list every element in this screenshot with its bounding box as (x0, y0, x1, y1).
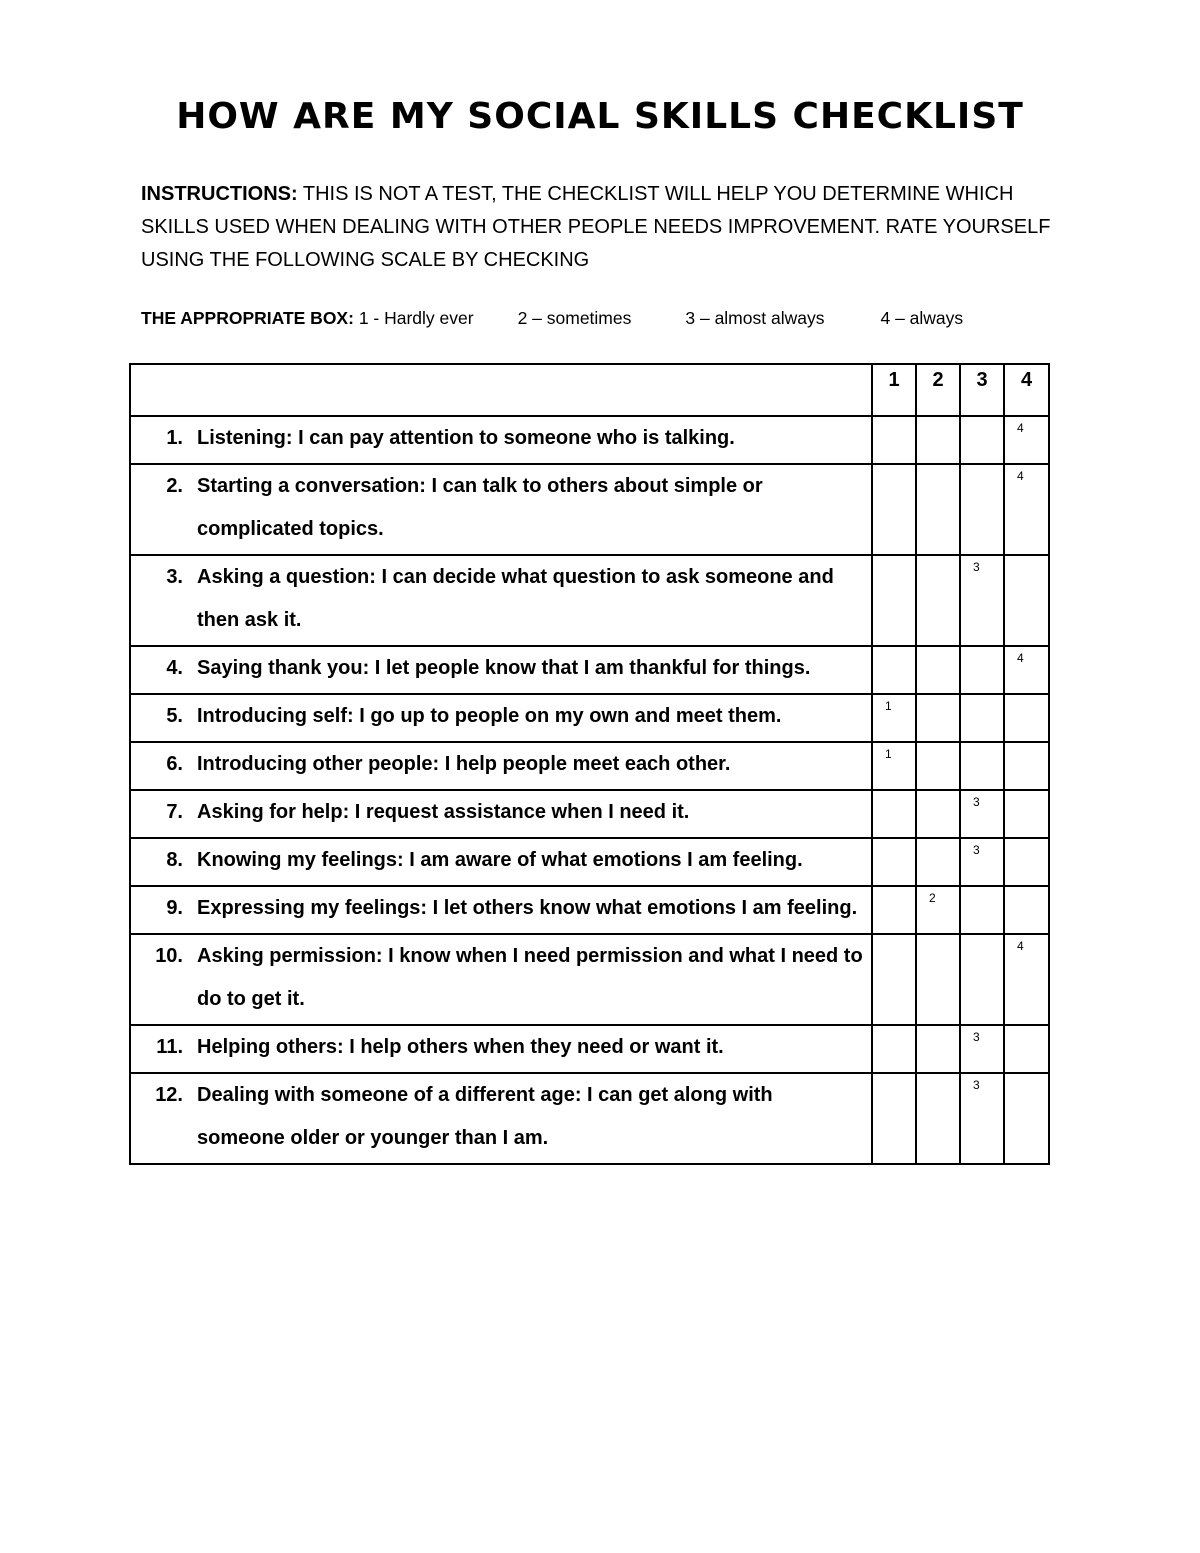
skill-cell (130, 886, 872, 934)
rating-box-2[interactable] (916, 694, 960, 742)
skill-name: Listening: (197, 427, 293, 449)
rating-box-2[interactable] (916, 1025, 960, 1073)
rating-box-4[interactable] (1004, 1025, 1049, 1073)
table-header-row (130, 364, 1049, 416)
skill-entry (131, 465, 871, 551)
item-number: 8. (166, 849, 183, 871)
rating-mark: 4 (1017, 421, 1024, 435)
skill-entry (131, 1026, 871, 1069)
rating-mark: 3 (973, 1030, 980, 1044)
rating-box-4[interactable] (1004, 1073, 1049, 1164)
rating-box-2[interactable] (916, 416, 960, 464)
item-number: 2. (166, 475, 183, 497)
header-rating-1: 1 (872, 364, 916, 416)
skill-description: I can pay attention to someone who is talking. (292, 427, 735, 449)
rating-box-3[interactable] (960, 886, 1004, 934)
rating-mark: 3 (973, 1078, 980, 1092)
rating-mark: 2 (929, 891, 936, 905)
rating-box-4[interactable] (1004, 934, 1049, 1025)
scale-option-3: 3 – almost always (685, 308, 825, 328)
rating-box-2[interactable] (916, 555, 960, 646)
skill-entry (131, 556, 871, 642)
rating-box-1[interactable] (872, 886, 916, 934)
rating-box-1[interactable] (872, 646, 916, 694)
skill-cell (130, 1025, 872, 1073)
skill-text (197, 935, 871, 1021)
rating-mark: 4 (1017, 469, 1024, 483)
instructions-text: THIS IS NOT A TEST, THE CHECKLIST WILL HELP YOU DETERMINE WHICH SKILLS USED WHEN DEALING WITH OTHER PEOPLE NEEDS IMPROVEMENT. RATE YOURSELF USING THE FOLLOWING SCALE BY CHECKING (141, 183, 1051, 271)
skill-text (197, 647, 871, 690)
table-row (130, 742, 1049, 790)
table-row (130, 694, 1049, 742)
rating-box-3[interactable] (960, 742, 1004, 790)
item-number: 5. (166, 705, 183, 727)
rating-mark: 1 (885, 747, 892, 761)
page-title: HOW ARE MY SOCIAL SKILLS CHECKLIST (176, 96, 1024, 137)
skill-text (197, 791, 871, 834)
rating-box-1[interactable] (872, 742, 916, 790)
skill-text (197, 417, 871, 460)
skill-entry (131, 935, 871, 1021)
rating-box-3[interactable] (960, 416, 1004, 464)
skill-description: I let people know that I am thankful for things. (369, 657, 811, 679)
rating-box-3[interactable] (960, 1025, 1004, 1073)
rating-box-3[interactable] (960, 694, 1004, 742)
rating-box-4[interactable] (1004, 646, 1049, 694)
skill-cell (130, 790, 872, 838)
header-rating-3: 3 (960, 364, 1004, 416)
skill-description: I help others when they need or want it. (343, 1036, 724, 1058)
skill-name: Expressing my feelings: (197, 897, 428, 919)
header-rating-2: 2 (916, 364, 960, 416)
rating-box-1[interactable] (872, 416, 916, 464)
skill-description: I help people meet each other. (439, 753, 731, 775)
rating-box-1[interactable] (872, 934, 916, 1025)
rating-mark: 3 (973, 560, 980, 574)
skill-name: Knowing my feelings: (197, 849, 404, 871)
skill-description: I am aware of what emotions I am feeling. (403, 849, 803, 871)
skill-entry (131, 887, 871, 930)
skill-text (197, 1074, 871, 1160)
rating-mark: 4 (1017, 651, 1024, 665)
table-row (130, 646, 1049, 694)
table-row (130, 934, 1049, 1025)
skill-cell (130, 464, 872, 555)
rating-box-3[interactable] (960, 646, 1004, 694)
skill-name: Dealing with someone of a different age: (197, 1084, 582, 1106)
skill-name: Asking a question: (197, 566, 376, 588)
rating-box-3[interactable] (960, 1073, 1004, 1164)
rating-box-4[interactable] (1004, 694, 1049, 742)
item-number: 6. (166, 753, 183, 775)
skill-cell (130, 416, 872, 464)
skill-text (197, 695, 871, 738)
skill-cell (130, 646, 872, 694)
rating-box-2[interactable] (916, 742, 960, 790)
rating-box-4[interactable] (1004, 416, 1049, 464)
scale-label: THE APPROPRIATE BOX: (141, 308, 354, 328)
skill-text (197, 743, 871, 786)
item-number: 9. (166, 897, 183, 919)
skill-cell (130, 838, 872, 886)
item-number: 12. (155, 1084, 183, 1106)
skill-name: Introducing other people: (197, 753, 440, 775)
table-row (130, 1073, 1049, 1164)
skill-entry (131, 839, 871, 882)
rating-box-1[interactable] (872, 464, 916, 555)
rating-box-2[interactable] (916, 934, 960, 1025)
skill-text (197, 465, 871, 551)
item-number: 7. (166, 801, 183, 823)
checklist-table (129, 363, 1050, 1165)
rating-box-2[interactable] (916, 790, 960, 838)
rating-box-4[interactable] (1004, 464, 1049, 555)
skill-cell (130, 934, 872, 1025)
skill-name: Helping others: (197, 1036, 344, 1058)
rating-box-3[interactable] (960, 790, 1004, 838)
item-number: 10. (155, 945, 183, 967)
skill-entry (131, 743, 871, 786)
rating-box-1[interactable] (872, 790, 916, 838)
item-number: 4. (166, 657, 183, 679)
item-number: 1. (166, 427, 183, 449)
rating-box-1[interactable] (872, 555, 916, 646)
item-number: 3. (166, 566, 183, 588)
scale-option-1: 1 - Hardly ever (358, 308, 474, 328)
rating-box-1[interactable] (872, 838, 916, 886)
rating-box-3[interactable] (960, 555, 1004, 646)
instructions-label: INSTRUCTIONS: (141, 183, 298, 205)
skill-description: I can get along with someone older or younger than I am. (197, 1084, 773, 1149)
rating-mark: 4 (1017, 939, 1024, 953)
skill-name: Asking permission: (197, 945, 383, 967)
rating-box-4[interactable] (1004, 742, 1049, 790)
item-number: 11. (156, 1036, 183, 1058)
skill-entry (131, 417, 871, 460)
scale-option-4: 4 – always (880, 308, 964, 328)
rating-box-1[interactable] (872, 1073, 916, 1164)
scale-option-2: 2 – sometimes (517, 308, 632, 328)
skill-cell (130, 555, 872, 646)
skill-description: I can decide what question to ask someone and then ask it. (197, 566, 834, 631)
skill-cell (130, 742, 872, 790)
rating-box-3[interactable] (960, 934, 1004, 1025)
table-row (130, 886, 1049, 934)
header-rating-4: 4 (1004, 364, 1049, 416)
skill-description: I know when I need permission and what I need to do to get it. (197, 945, 863, 1010)
rating-box-2[interactable] (916, 464, 960, 555)
skill-text (197, 839, 871, 882)
skill-text (197, 1026, 871, 1069)
instructions (141, 178, 1071, 277)
skill-name: Asking for help: (197, 801, 350, 823)
skill-description: I let others know what emotions I am feeling. (427, 897, 858, 919)
skill-cell (130, 1073, 872, 1164)
rating-mark: 3 (973, 795, 980, 809)
skill-description: I can talk to others about simple or complicated topics. (197, 475, 763, 540)
skill-description: I go up to people on my own and meet them. (353, 705, 782, 727)
skill-text (197, 556, 871, 642)
rating-box-4[interactable] (1004, 555, 1049, 646)
rating-box-1[interactable] (872, 1025, 916, 1073)
rating-box-3[interactable] (960, 838, 1004, 886)
table-row (130, 1025, 1049, 1073)
skill-entry (131, 695, 871, 738)
rating-box-2[interactable] (916, 646, 960, 694)
rating-box-2[interactable] (916, 838, 960, 886)
table-row (130, 416, 1049, 464)
table-row (130, 790, 1049, 838)
table-body (130, 416, 1049, 1164)
skill-text (197, 887, 871, 930)
rating-mark: 3 (973, 843, 980, 857)
rating-box-4[interactable] (1004, 838, 1049, 886)
skill-name: Starting a conversation: (197, 475, 426, 497)
skill-entry (131, 647, 871, 690)
rating-box-2[interactable] (916, 886, 960, 934)
skill-name: Saying thank you: (197, 657, 370, 679)
table-row (130, 555, 1049, 646)
rating-box-1[interactable] (872, 694, 916, 742)
skill-cell (130, 694, 872, 742)
header-skill (130, 364, 872, 416)
rating-box-3[interactable] (960, 464, 1004, 555)
skill-entry (131, 791, 871, 834)
rating-box-4[interactable] (1004, 886, 1049, 934)
rating-box-4[interactable] (1004, 790, 1049, 838)
table-row (130, 838, 1049, 886)
rating-box-2[interactable] (916, 1073, 960, 1164)
table-row (130, 464, 1049, 555)
skill-entry (131, 1074, 871, 1160)
skill-description: I request assistance when I need it. (349, 801, 690, 823)
skill-name: Introducing self: (197, 705, 354, 727)
rating-mark: 1 (885, 699, 892, 713)
rating-scale (141, 308, 1071, 329)
